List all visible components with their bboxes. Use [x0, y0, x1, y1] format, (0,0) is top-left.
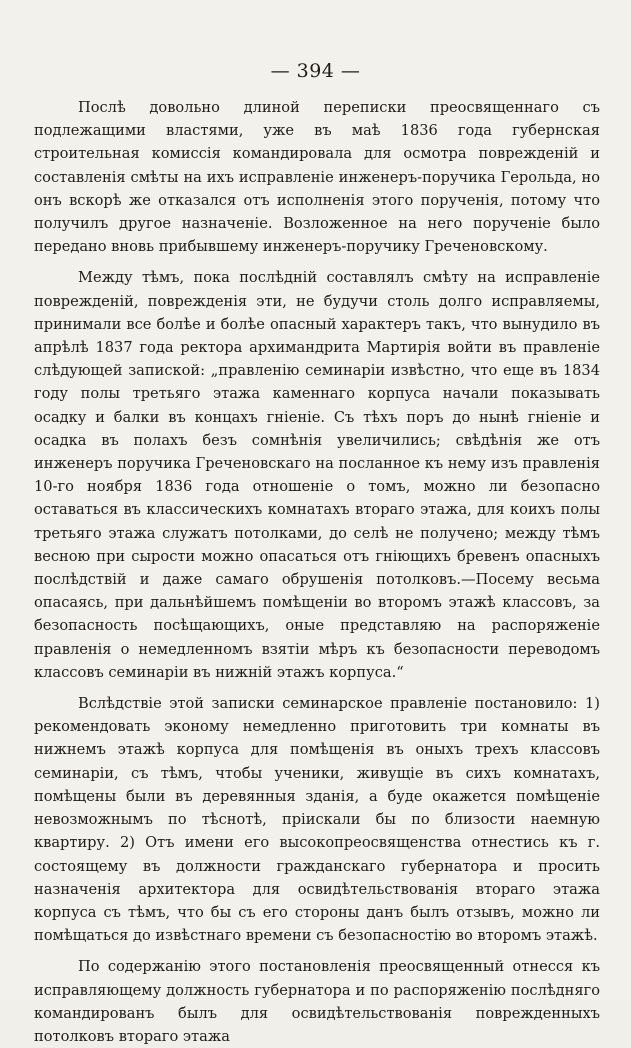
page-number: — 394 — [270, 60, 361, 82]
paragraph: Между тѣмъ, пока послѣдній составлялъ смѣту на исправленіе поврежденій, поврежденія эти, не будучи столь долго исправляемы, принимали все болѣе и болѣе опасный характеръ такъ, что вынудило въ апрѣлѣ 1837 года ректора архимандрита Мартирія войти въ правленіе слѣдующей запиской: „правленію семинаріи извѣстно, что еще въ 1834 году полы третьяго этажа каменнаго корпуса начали показывать осадку и балки въ концахъ гніеніе. Съ тѣхъ поръ до нынѣ гніеніе и осадка въ полахъ безъ сомнѣнія увеличились; свѣдѣнія же отъ инженеръ поручика Греченовскаго на посланное къ нему изъ правленія 10-го ноября 1836 года отношеніе о томъ, можно ли безопасно оставаться въ классическихъ комнатахъ втораго этажа, для коихъ полы третьяго этажа служатъ потолками, до селѣ не получено; между тѣмъ весною при сырости можно опасаться отъ гніющихъ бревенъ опасныхъ послѣдствій и даже самаго обрушенія потолковъ.—Посему весьма опасаясь, при дальнѣйшемъ помѣщеніи во второмъ этажѣ классовъ, за безопасность посѣщающихъ, оные представляю на распоряженіе правленія о немедленномъ взятіи мѣръ къ безопасности переводомъ классовъ семинаріи въ нижній этажъ корпуса.“ [34, 269, 600, 681]
paragraph: Вслѣдствіе этой записки семинарское правленіе постановило: 1) рекомендовать эконому немедленно приготовить три комнаты въ нижнемъ этажѣ корпуса для помѣщенія въ оныхъ трехъ классовъ семинаріи, съ тѣмъ, чтобы ученики, живущіе въ сихъ комнатахъ, помѣщены были въ деревянныя зданія, а буде окажется помѣщеніе невозможнымъ по тѣснотѣ, пріискали бы по близости наемную квартиру. 2) Отъ имени его высокопреосвященства отнестись къ г. состоящему въ должности гражданскаго губернатора и просить назначенія архитектора для освидѣтельствованія втораго этажа корпуса съ тѣмъ, что бы съ его стороны данъ былъ отзывъ, можно ли помѣщаться до извѣстнаго времени съ безопасностію во второмъ этажѣ. [34, 695, 600, 945]
body-text [34, 96, 600, 1048]
paragraph: По содержанію этого постановленія преосвященный отнесся къ исправляющему должность губернатора и по распоряженію послѣдняго командированъ былъ для освидѣтельствованія поврежденныхъ потолковъ втораго этажа [34, 958, 600, 1045]
paragraph: Послѣ довольно длиной переписки преосвященнаго съ подлежащими властями, уже въ маѣ 1836 года губернская строительная комиссія командировала для осмотра поврежденій и составленія смѣты на ихъ исправленіе инженеръ-поручика Герольда, но онъ вскорѣ же отказался отъ исполненія этого порученія, потому что получилъ другое назначеніе. Возложенное на него порученіе было передано вновь прибывшему инженеръ-поручику Греченовскому. [34, 99, 600, 256]
